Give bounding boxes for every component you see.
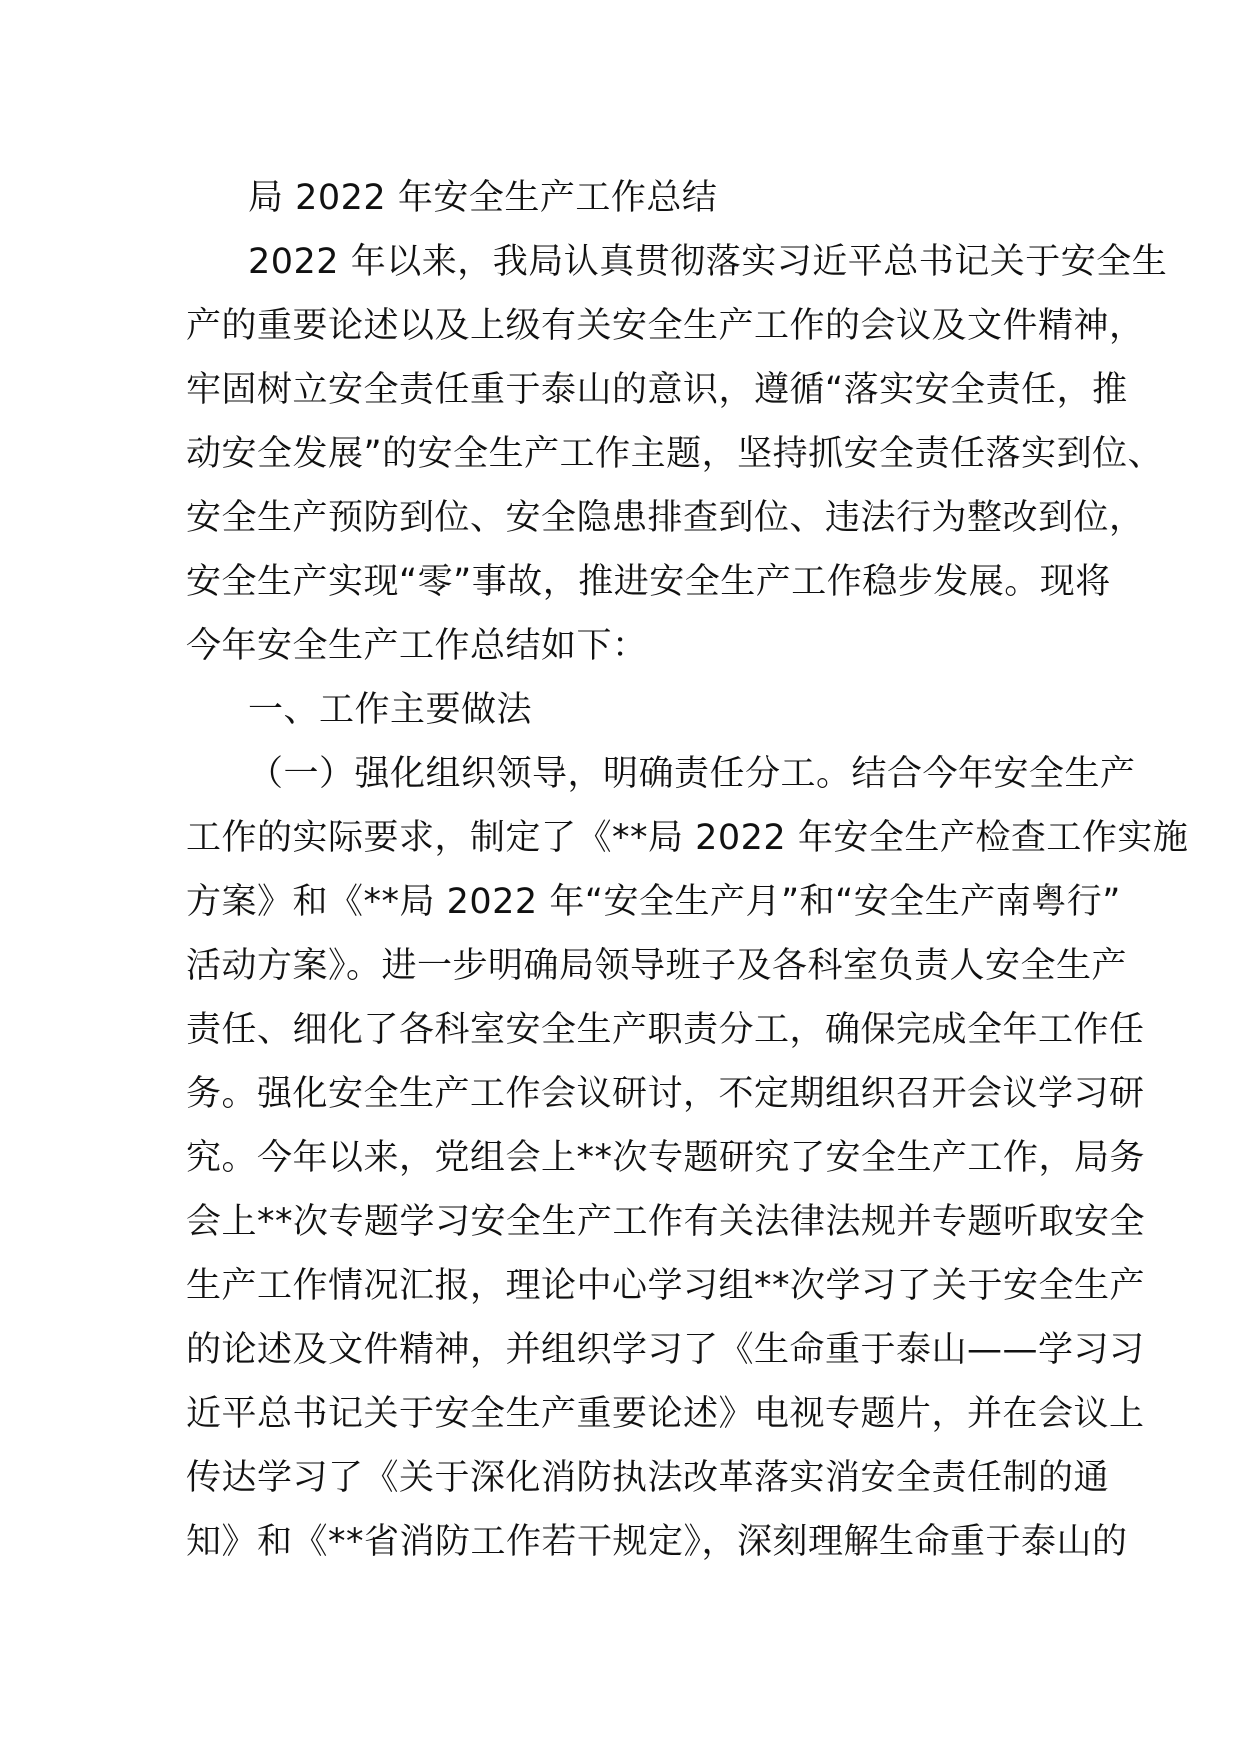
section-heading: 一、工作主要做法 [248, 690, 533, 730]
body-line: 究。今年以来，党组会上**次专题研究了安全生产工作，局务 [186, 1138, 1146, 1178]
body-line: 2022 年以来，我局认真贯彻落实习近平总书记关于安全生 [248, 242, 1168, 282]
body-line: 产的重要论述以及上级有关安全生产工作的会议及文件精神， [186, 306, 1145, 346]
body-line: 知》和《**省消防工作若干规定》，深刻理解生命重于泰山的 [186, 1522, 1128, 1562]
body-line: 牢固树立安全责任重于泰山的意识，遵循“落实安全责任，推 [186, 370, 1128, 410]
body-line: （一）强化组织领导，明确责任分工。结合今年安全生产 [248, 754, 1136, 794]
body-line: 工作的实际要求，制定了《**局 2022 年安全生产检查工作实施 [186, 818, 1189, 858]
body-line: 传达学习了《关于深化消防执法改革落实消安全责任制的通 [186, 1458, 1110, 1498]
body-line: 今年安全生产工作总结如下： [186, 626, 648, 666]
body-line: 安全生产预防到位、安全隐患排查到位、违法行为整改到位， [186, 498, 1145, 538]
body-line: 方案》和《**局 2022 年“安全生产月”和“安全生产南粤行” [186, 882, 1121, 922]
body-line: 会上**次专题学习安全生产工作有关法律法规并专题听取安全 [186, 1202, 1146, 1242]
body-line: 的论述及文件精神，并组织学习了《生命重于泰山——学习习 [186, 1330, 1145, 1370]
document-title: 局 2022 年安全生产工作总结 [248, 178, 718, 218]
body-line: 安全生产实现“零”事故，推进安全生产工作稳步发展。现将 [186, 562, 1111, 602]
body-line: 活动方案》。进一步明确局领导班子及各科室负责人安全生产 [186, 946, 1128, 986]
body-line: 责任、细化了各科室安全生产职责分工，确保完成全年工作任 [186, 1010, 1145, 1050]
body-line: 生产工作情况汇报，理论中心学习组**次学习了关于安全生产 [186, 1266, 1146, 1306]
body-line: 动安全发展”的安全生产工作主题，坚持抓安全责任落实到位、 [186, 434, 1164, 474]
body-line: 务。强化安全生产工作会议研讨，不定期组织召开会议学习研 [186, 1074, 1145, 1114]
body-line: 近平总书记关于安全生产重要论述》电视专题片，并在会议上 [186, 1394, 1145, 1434]
